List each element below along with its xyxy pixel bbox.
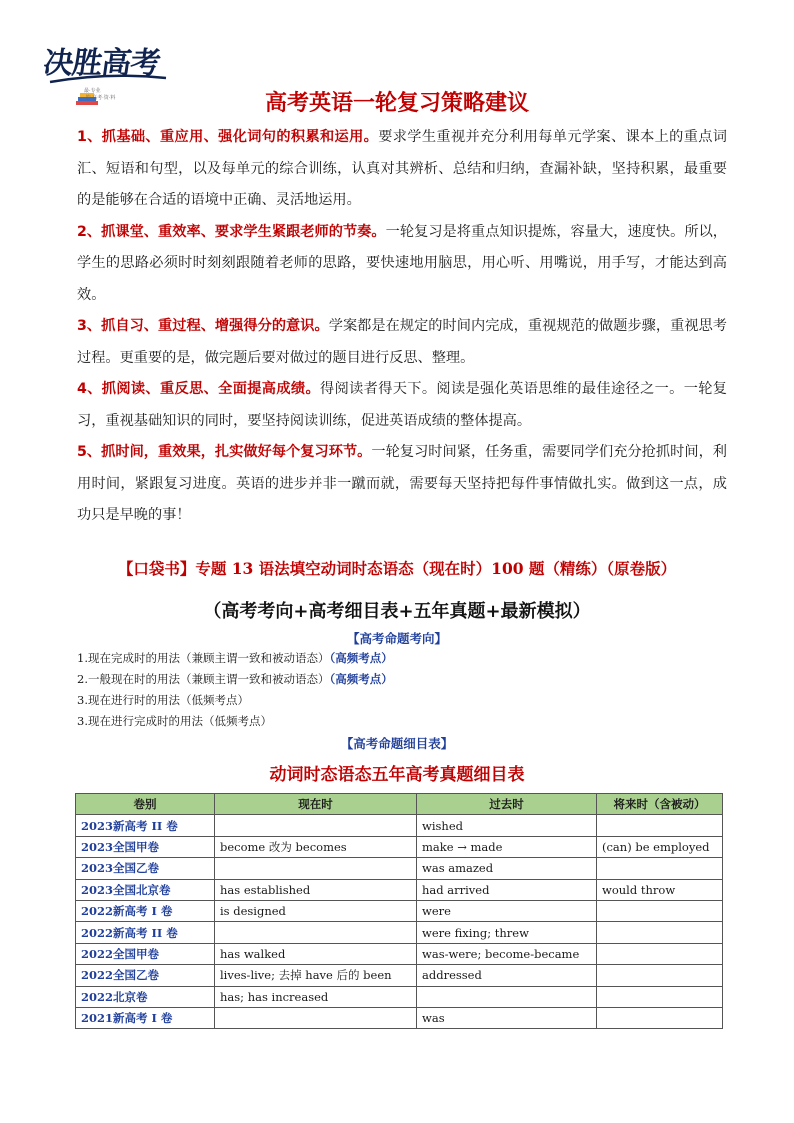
page-title: 高考英语一轮复习策略建议 — [264, 91, 529, 116]
cell-future: (can) be employed — [597, 836, 723, 857]
paper-name: 新高考 II 卷 — [113, 925, 178, 940]
table-header-row — [76, 794, 723, 815]
detail-header: 【高考命题细目表】 — [340, 736, 454, 751]
paper-year: 2022 — [81, 968, 114, 983]
cell-paper — [76, 815, 215, 836]
direction-item — [77, 690, 393, 711]
cell-paper — [76, 965, 215, 986]
cell-paper — [76, 922, 215, 943]
cell-present: become 改为 becomes — [215, 836, 417, 857]
advice-section — [77, 122, 727, 532]
table-row — [76, 879, 723, 900]
cell-past: had arrived — [417, 879, 597, 900]
cell-future: would throw — [597, 879, 723, 900]
paper-name: 北京卷 — [113, 989, 148, 1004]
cell-past: was — [417, 1007, 597, 1028]
cell-paper — [76, 858, 215, 879]
paper-year: 2023 — [81, 882, 114, 897]
exam-detail-table — [75, 793, 723, 1029]
topic-title: 【口袋书】专题 13 语法填空动词时态语态（现在时）100 题（精练）（原卷版） — [117, 559, 677, 578]
direction-text: 2.一般现在时的用法（兼顾主谓一致和被动语态） — [77, 672, 330, 686]
table-row — [76, 836, 723, 857]
cell-future — [597, 986, 723, 1007]
cell-present: is designed — [215, 900, 417, 921]
paper-name: 全国乙卷 — [113, 861, 160, 876]
paper-name: 新高考 II 卷 — [113, 818, 178, 833]
cell-present: has walked — [215, 943, 417, 964]
sub-title: （高考考向+高考细目表+五年真题+最新模拟） — [203, 601, 591, 622]
table-title: 动词时态语态五年高考真题细目表 — [269, 765, 525, 785]
advice-item — [77, 374, 727, 437]
cell-past: were fixing; threw — [417, 922, 597, 943]
column-header-past: 过去时 — [417, 794, 597, 815]
table-row — [76, 858, 723, 879]
table-row — [76, 922, 723, 943]
advice-body: 一轮复习时间紧，任务重，需要同学们充分抢抓时间，利用时间，紧跟复习进度。英语的进步并非一蹴而就，需要每天坚持把每件事情做扎实。做到这一点，成功只是早晚的事！ — [77, 444, 727, 523]
advice-body: 学案都是在规定的时间内完成，重视规范的做题步骤，重视思考过程。更重要的是，做完题后要对做过的题目进行反思、整理。 — [77, 318, 727, 366]
column-header-future: 将来时（含被动） — [597, 794, 723, 815]
direction-item — [77, 648, 393, 669]
logo-sub-line1: 最·专业 — [84, 88, 101, 94]
cell-future — [597, 858, 723, 879]
paper-year: 2022 — [81, 925, 114, 940]
cell-paper — [76, 943, 215, 964]
paper-name: 全国北京卷 — [113, 882, 171, 897]
cell-past: addressed — [417, 965, 597, 986]
cell-past: was-were; become-became — [417, 943, 597, 964]
paper-year: 2023 — [81, 839, 114, 854]
cell-future — [597, 943, 723, 964]
table-row — [76, 900, 723, 921]
advice-highlight: 3、抓自习、重过程、增强得分的意识。 — [77, 318, 329, 334]
logo-swoosh-icon — [48, 74, 168, 84]
cell-future — [597, 1007, 723, 1028]
advice-highlight: 5、抓时间，重效果，扎实做好每个复习环节。 — [77, 444, 372, 460]
logo-text: 决胜高考 — [41, 46, 162, 81]
direction-item — [77, 711, 393, 732]
paper-year: 2023 — [81, 818, 114, 833]
direction-item — [77, 669, 393, 690]
advice-item — [77, 122, 727, 217]
cell-paper — [76, 879, 215, 900]
column-header-paper: 卷别 — [76, 794, 215, 815]
paper-year: 2022 — [81, 989, 114, 1004]
cell-paper — [76, 836, 215, 857]
direction-list — [77, 648, 393, 732]
paper-name: 新高考 I 卷 — [113, 904, 173, 919]
paper-name: 全国乙卷 — [113, 968, 160, 983]
cell-future — [597, 815, 723, 836]
cell-future — [597, 900, 723, 921]
paper-year: 2023 — [81, 861, 114, 876]
cell-future — [597, 965, 723, 986]
logo-sub-line2: ·的·高考·资·料 — [84, 95, 116, 101]
cell-present: lives-live; 去掉 have 后的 been — [215, 965, 417, 986]
table-row — [76, 1007, 723, 1028]
advice-item — [77, 311, 727, 374]
cell-past: make → made — [417, 836, 597, 857]
advice-highlight: 4、抓阅读、重反思、全面提高成绩。 — [77, 381, 321, 397]
paper-year: 2022 — [81, 946, 114, 961]
cell-past: was amazed — [417, 858, 597, 879]
cell-past: were — [417, 900, 597, 921]
table-row — [76, 965, 723, 986]
cell-present — [215, 922, 417, 943]
cell-past: wished — [417, 815, 597, 836]
table-row — [76, 815, 723, 836]
cell-present: has established — [215, 879, 417, 900]
paper-name: 全国甲卷 — [113, 946, 160, 961]
advice-body: 要求学生重视并充分利用每单元学案、课本上的重点词汇、短语和句型，以及每单元的综合训练，认真对其辨析、总结和归纳，查漏补缺，坚持积累，最重要的是能够在合适的语境中正确、灵活地运用。 — [77, 129, 727, 208]
cell-future — [597, 922, 723, 943]
paper-year: 2021 — [81, 1011, 114, 1026]
cell-present — [215, 1007, 417, 1028]
cell-paper — [76, 900, 215, 921]
table-row — [76, 943, 723, 964]
cell-paper — [76, 1007, 215, 1028]
advice-highlight: 1、抓基础、重应用、强化词句的积累和运用。 — [77, 129, 379, 145]
direction-text: 3.现在进行完成时的用法（低频考点） — [77, 714, 272, 728]
direction-freq: （高频考点） — [329, 651, 393, 665]
direction-text: 3.现在进行时的用法（低频考点） — [77, 693, 249, 707]
direction-freq: （高频考点） — [329, 672, 393, 686]
advice-highlight: 2、抓课堂、重效率、要求学生紧跟老师的节奏。 — [77, 223, 386, 240]
column-header-present: 现在时 — [215, 794, 417, 815]
cell-present — [215, 858, 417, 879]
direction-header: 【高考命题考向】 — [346, 631, 447, 646]
cell-past — [417, 986, 597, 1007]
advice-item — [77, 217, 727, 312]
paper-name: 全国甲卷 — [113, 839, 160, 854]
paper-name: 新高考 I 卷 — [113, 1011, 173, 1026]
cell-present — [215, 815, 417, 836]
cell-paper — [76, 986, 215, 1007]
direction-text: 1.现在完成时的用法（兼顾主谓一致和被动语态） — [77, 651, 330, 665]
table-row — [76, 986, 723, 1007]
advice-body: 一轮复习是将重点知识提炼，容量大，速度快。所以，学生的思路必须时时刻刻跟随着老师的思路，要快速地用脑思，用心听、用嘴说，用手写，才能达到高效。 — [77, 223, 727, 303]
cell-present: has; has increased — [215, 986, 417, 1007]
paper-year: 2022 — [81, 904, 114, 919]
advice-item — [77, 437, 727, 532]
advice-body: 得阅读者得天下。阅读是强化英语思维的最佳途径之一。一轮复习，重视基础知识的同时，要坚持阅读训练，促进英语成绩的整体提高。 — [77, 381, 727, 429]
